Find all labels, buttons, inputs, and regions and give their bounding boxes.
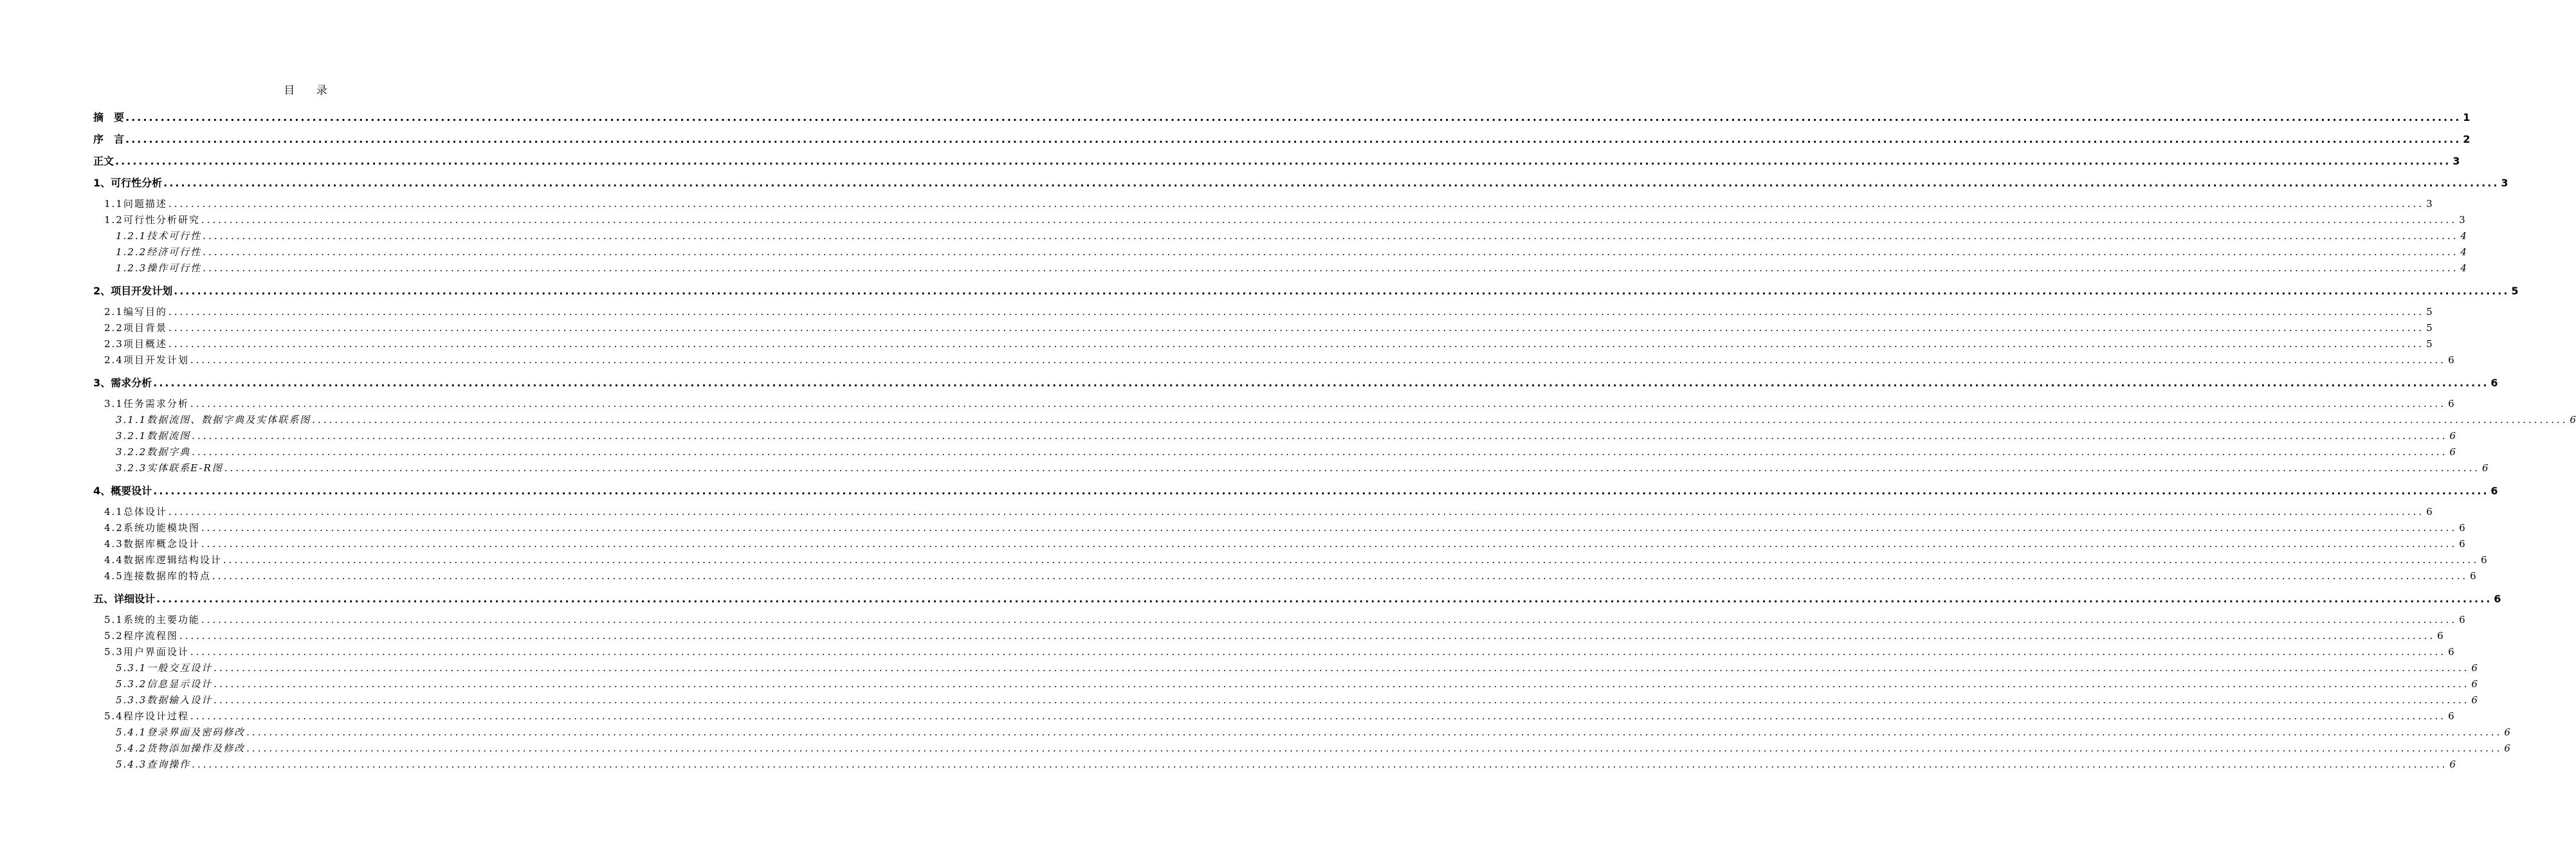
toc-entry-label: 4.1总体设计 [104,506,167,518]
toc-page-number: 6 [2504,726,2510,738]
toc-entry[interactable] [116,429,2456,443]
toc-page-number: 6 [2490,485,2498,497]
toc-leader-dots: ................................................................................................................................................................................................................................................................................................................................................................................................................ [168,506,2425,518]
toc-entry-label: 五、详细设计 [93,593,156,605]
toc-leader-dots: ................................................................................................................................................................................................................................................................................................................................................................................................................ [125,133,2462,145]
toc-entry[interactable] [93,283,2519,298]
toc-leader-dots: ................................................................................................................................................................................................................................................................................................................................................................................................................ [201,614,2458,626]
toc-entry-label: 5.3.2信息显示设计 [116,678,213,690]
toc-leader-dots: ................................................................................................................................................................................................................................................................................................................................................................................................................ [192,446,2448,458]
toc-entry[interactable] [104,337,2433,351]
toc-entry[interactable] [116,725,2510,739]
toc-leader-dots: ................................................................................................................................................................................................................................................................................................................................................................................................................ [115,155,2451,167]
toc-entry-label: 5.3.1一般交互设计 [116,662,213,674]
toc-leader-dots: ................................................................................................................................................................................................................................................................................................................................................................................................................ [174,285,2510,297]
toc-entry-label: 3.2.2数据字典 [116,446,191,458]
toc-entry[interactable] [116,741,2510,755]
toc-leader-dots: ................................................................................................................................................................................................................................................................................................................................................................................................................ [190,354,2447,366]
toc-entry[interactable] [116,461,2489,475]
toc-entry[interactable] [104,353,2454,367]
toc-entry[interactable] [104,613,2465,627]
toc-page-number: 2 [2463,133,2471,145]
toc-page-number: 5 [2426,322,2433,334]
toc-page-number: 6 [2481,554,2487,566]
toc-page-number: 6 [2570,414,2576,426]
toc-entry[interactable] [93,483,2498,498]
toc-entry-label: 4.4数据库逻辑结构设计 [104,554,222,566]
toc-entry-label: 4.2系统功能模块图 [104,522,200,534]
page-title: 目 录 [284,84,336,97]
toc-leader-dots: ................................................................................................................................................................................................................................................................................................................................................................................................................ [190,398,2447,410]
toc-page-number: 6 [2448,354,2454,366]
toc-leader-dots: ................................................................................................................................................................................................................................................................................................................................................................................................................ [179,630,2436,642]
toc-entry[interactable] [116,413,2576,427]
toc-leader-dots: ................................................................................................................................................................................................................................................................................................................................................................................................................ [214,678,2470,690]
toc-leader-dots: ................................................................................................................................................................................................................................................................................................................................................................................................................ [153,485,2489,497]
toc-entry[interactable] [104,505,2433,519]
toc-leader-dots: ................................................................................................................................................................................................................................................................................................................................................................................................................ [190,710,2447,722]
toc-leader-dots: ................................................................................................................................................................................................................................................................................................................................................................................................................ [168,198,2425,210]
toc-page-number: 6 [2470,570,2476,582]
toc-page-number: 3 [2459,214,2465,226]
toc-leader-dots: ................................................................................................................................................................................................................................................................................................................................................................................................................ [214,694,2470,706]
toc-leader-dots: ................................................................................................................................................................................................................................................................................................................................................................................................................ [156,593,2492,605]
toc-entry-label: 3.2.3实体联系E-R图 [116,462,223,474]
toc-page-number: 5 [2511,285,2519,297]
toc-page-number: 1 [2463,111,2471,123]
toc-entry[interactable] [104,569,2476,583]
toc-entry[interactable] [116,229,2467,243]
toc-entry[interactable] [104,629,2444,643]
toc-entry-label: 序 言 [93,133,125,145]
toc-entry-label: 1、可行性分析 [93,177,163,189]
toc-entry[interactable] [104,537,2465,551]
toc-page-number: 6 [2437,630,2444,642]
toc-entry-label: 5.4.3查询操作 [116,759,191,770]
toc-entry-label: 2.3项目概述 [104,338,167,350]
toc-entry-label: 5.2程序流程图 [104,630,178,642]
toc-page-number: 6 [2471,694,2478,706]
toc-entry[interactable] [104,553,2487,567]
toc-page-number: 6 [2459,522,2465,534]
toc-entry[interactable] [116,693,2478,707]
toc-entry[interactable] [104,709,2454,723]
toc-leader-dots: ................................................................................................................................................................................................................................................................................................................................................................................................................ [168,322,2425,334]
toc-page-number: 6 [2426,506,2433,518]
toc-leader-dots: ................................................................................................................................................................................................................................................................................................................................................................................................................ [163,177,2499,189]
toc-leader-dots: ................................................................................................................................................................................................................................................................................................................................................................................................................ [125,111,2462,123]
toc-entry[interactable] [93,109,2471,125]
toc-page-number: 3 [2501,177,2508,189]
toc-entry[interactable] [104,213,2465,227]
toc-entry-label: 3、需求分析 [93,377,152,389]
toc-entry[interactable] [116,677,2478,691]
toc-entry-label: 摘 要 [93,111,125,123]
toc-page-number: 6 [2494,593,2501,605]
toc-leader-dots: ................................................................................................................................................................................................................................................................................................................................................................................................................ [223,554,2480,566]
toc-leader-dots: ................................................................................................................................................................................................................................................................................................................................................................................................................ [246,726,2503,738]
toc-entry[interactable] [116,261,2467,275]
toc-page-number: 3 [2426,198,2433,210]
toc-leader-dots: ................................................................................................................................................................................................................................................................................................................................................................................................................ [203,246,2459,258]
toc-entry-label: 正文 [93,155,114,167]
toc-leader-dots: ................................................................................................................................................................................................................................................................................................................................................................................................................ [224,462,2480,474]
toc-entry[interactable] [93,175,2508,190]
toc-entry[interactable] [104,197,2433,211]
toc-page-number: 6 [2471,662,2478,674]
toc-entry-label: 4.5连接数据库的特点 [104,570,211,582]
toc-entry-label: 5.1系统的主要功能 [104,614,200,626]
toc-entry-label: 4、概要设计 [93,485,152,497]
toc-leader-dots: ................................................................................................................................................................................................................................................................................................................................................................................................................ [201,522,2458,534]
toc-entry[interactable] [93,131,2471,147]
toc-page-number: 6 [2449,759,2456,770]
toc-leader-dots: ................................................................................................................................................................................................................................................................................................................................................................................................................ [168,306,2425,318]
toc-page-number: 3 [2453,155,2460,167]
toc-entry-label: 5.4.2货物添加操作及修改 [116,742,246,754]
toc-entry[interactable] [104,305,2433,319]
toc-entry[interactable] [104,321,2433,335]
toc-leader-dots: ................................................................................................................................................................................................................................................................................................................................................................................................................ [246,742,2503,754]
toc-leader-dots: ................................................................................................................................................................................................................................................................................................................................................................................................................ [203,262,2459,274]
toc-page-number: 6 [2482,462,2489,474]
toc-leader-dots: ................................................................................................................................................................................................................................................................................................................................................................................................................ [153,377,2489,389]
toc-page-number: 6 [2448,398,2454,410]
toc-leader-dots: ................................................................................................................................................................................................................................................................................................................................................................................................................ [168,338,2425,350]
toc-leader-dots: ................................................................................................................................................................................................................................................................................................................................................................................................................ [212,570,2469,582]
toc-page-number: 6 [2504,742,2510,754]
toc-entry-label: 2.1编写目的 [104,306,167,318]
toc-page-number: 6 [2459,614,2465,626]
toc-entry[interactable] [116,757,2456,771]
toc-page-number: 5 [2426,338,2433,350]
toc-entry-label: 4.3数据库概念设计 [104,538,200,550]
toc-entry-label: 2、项目开发计划 [93,285,173,297]
toc-entry[interactable] [116,445,2456,459]
toc-page-number: 6 [2448,646,2454,658]
toc-page-number: 4 [2460,262,2467,274]
toc-entry-label: 5.3.3数据输入设计 [116,694,213,706]
toc-leader-dots: ................................................................................................................................................................................................................................................................................................................................................................................................................ [192,430,2448,442]
toc-page-number: 6 [2449,430,2456,442]
toc-page-number: 6 [2471,678,2478,690]
toc-entry-label: 5.4.1登录界面及密码修改 [116,726,246,738]
toc-leader-dots: ................................................................................................................................................................................................................................................................................................................................................................................................................ [312,414,2568,426]
toc-entry[interactable] [104,645,2454,659]
toc-leader-dots: ................................................................................................................................................................................................................................................................................................................................................................................................................ [192,759,2448,770]
toc-entry[interactable] [104,397,2454,411]
toc-page-number: 6 [2490,377,2498,389]
toc-entry-label: 1.2.3操作可行性 [116,262,202,274]
toc-entry[interactable] [93,153,2460,168]
toc-page-number: 4 [2460,230,2467,242]
toc-entry-label: 1.2.2经济可行性 [116,246,202,258]
toc-entry-label: 5.3用户界面设计 [104,646,189,658]
toc-page-number: 5 [2426,306,2433,318]
toc-leader-dots: ................................................................................................................................................................................................................................................................................................................................................................................................................ [190,646,2447,658]
toc-entry[interactable] [104,521,2465,535]
toc-entry-label: 2.2项目背景 [104,322,167,334]
toc-entry-label: 5.4程序设计过程 [104,710,189,722]
toc-entry[interactable] [116,245,2467,259]
toc-leader-dots: ................................................................................................................................................................................................................................................................................................................................................................................................................ [214,662,2470,674]
toc-entry-label: 1.2.1技术可行性 [116,230,202,242]
toc-leader-dots: ................................................................................................................................................................................................................................................................................................................................................................................................................ [201,214,2458,226]
toc-entry[interactable] [93,375,2498,390]
toc-entry-label: 1.1问题描述 [104,198,167,210]
toc-entry-label: 2.4项目开发计划 [104,354,189,366]
toc-entry-label: 3.2.1数据流图 [116,430,191,442]
toc-leader-dots: ................................................................................................................................................................................................................................................................................................................................................................................................................ [201,538,2458,550]
toc-page-number: 6 [2448,710,2454,722]
toc-page-number: 6 [2459,538,2465,550]
toc-page-number: 6 [2449,446,2456,458]
toc-page-number: 4 [2460,246,2467,258]
toc-leader-dots: ................................................................................................................................................................................................................................................................................................................................................................................................................ [203,230,2459,242]
toc-entry-label: 3.1任务需求分析 [104,398,189,410]
toc-entry-label: 3.1.1数据流图、数据字典及实体联系图 [116,414,311,426]
toc-entry[interactable] [116,661,2478,675]
toc-entry[interactable] [93,591,2501,606]
toc-entry-label: 1.2可行性分析研究 [104,214,200,226]
